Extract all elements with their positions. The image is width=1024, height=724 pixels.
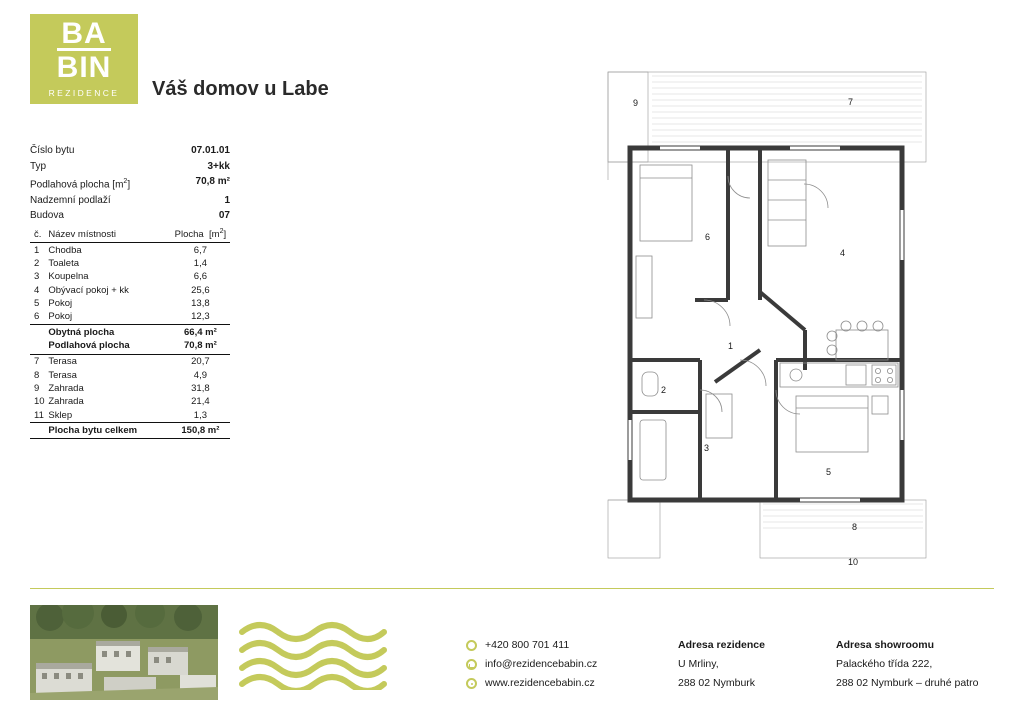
plan-label-3: 3 (704, 443, 710, 453)
info-value: 70,8 m² (195, 176, 230, 187)
plan-label-1: 1 (728, 341, 734, 351)
plan-label-2: 2 (661, 385, 667, 395)
residence-photo (30, 605, 218, 700)
info-key: Typ (30, 160, 47, 172)
room-number: 7 (34, 356, 40, 368)
mail-icon (466, 659, 477, 670)
contact-phone[interactable] (466, 636, 597, 655)
room-number: 1 (34, 244, 40, 256)
room-area: 31,8 (191, 382, 210, 394)
room-name: Toaleta (48, 257, 79, 269)
web-icon (466, 678, 477, 689)
contact-email[interactable] (466, 655, 597, 674)
table-row (30, 368, 230, 381)
plan-label-4: 4 (840, 248, 846, 258)
logo (30, 14, 138, 104)
room-area: 21,4 (191, 396, 210, 408)
table-row (30, 354, 230, 368)
subtotal-area: 70,8 m² (171, 339, 230, 355)
table-row (30, 270, 230, 283)
room-name: Zahrada (48, 396, 84, 408)
info-row (30, 193, 230, 209)
room-name: Terasa (48, 356, 77, 368)
address-residence-title: Adresa rezidence (678, 639, 765, 651)
room-name: Zahrada (48, 382, 84, 394)
room-number: 5 (34, 298, 40, 310)
table-header-row (30, 227, 230, 243)
room-number: 4 (34, 284, 40, 296)
col-header-area: Plocha $[m^2]$ (171, 227, 230, 243)
room-number: 2 (34, 257, 40, 269)
plan-label-6: 6 (705, 232, 711, 242)
room-number: 6 (34, 311, 40, 323)
room-name: Pokoj (48, 298, 73, 310)
room-area: 1,4 (193, 257, 207, 269)
address-residence-line2: 288 02 Nymburk (678, 677, 756, 689)
room-area: 13,8 (191, 298, 210, 310)
contact-website-text: www.rezidencebabin.cz (485, 677, 595, 689)
info-key: Budova (30, 210, 64, 222)
contact-website[interactable] (466, 674, 597, 693)
footer-divider (30, 588, 994, 589)
table-row (30, 310, 230, 324)
contact-email-text: info@rezidencebabin.cz (485, 658, 598, 670)
address-showroom-line1: Palackého třída 222, (836, 658, 933, 670)
room-name: Sklep (48, 409, 73, 421)
plan-label-7: 7 (848, 97, 854, 107)
subtotal-area: 66,4 m² (171, 324, 230, 339)
table-row (30, 382, 230, 395)
floor-plan (600, 60, 1000, 570)
table-row (30, 408, 230, 422)
contact-block (466, 636, 597, 693)
table-row (30, 283, 230, 296)
room-area: 12,3 (191, 311, 210, 323)
room-area: 6,7 (193, 244, 207, 256)
page-title: Váš domov u Labe (152, 78, 329, 100)
info-row (30, 208, 230, 224)
room-area: 4,9 (193, 369, 207, 381)
address-showroom-title: Adresa showroomu (836, 639, 935, 651)
plan-label-9: 9 (633, 98, 639, 108)
subtotal-label: Obytná plocha (48, 324, 170, 339)
logo-subtitle: REZIDENCE (48, 88, 120, 98)
room-name: Koupelna (48, 271, 89, 283)
apartment-info (30, 143, 230, 224)
phone-icon (466, 640, 477, 651)
col-header-name: Název místnosti (48, 227, 170, 243)
table-row (30, 243, 230, 257)
info-value: 07 (218, 210, 230, 222)
info-row (30, 174, 230, 193)
room-area: 20,7 (191, 356, 210, 368)
subtotal-label: Podlahová plocha (48, 339, 170, 355)
floor-plan-drawing (600, 60, 1000, 570)
logo-line-2: BIN (57, 48, 112, 83)
room-number: 10 (34, 396, 45, 408)
info-key: Nadzemní podlaží (30, 194, 111, 206)
total-row (30, 422, 230, 438)
info-key: Podlahová plocha $[m^2]$ (30, 178, 131, 191)
info-value: 3+kk (207, 160, 230, 172)
address-showroom (836, 636, 978, 693)
room-area: 1,3 (193, 409, 207, 421)
col-header-number: č. (30, 227, 48, 243)
room-name: Terasa (48, 369, 77, 381)
info-value: 07.01.01 (191, 145, 230, 156)
room-area: 6,6 (193, 271, 207, 283)
room-table (30, 227, 230, 439)
table-row (30, 297, 230, 310)
plan-label-5: 5 (826, 467, 832, 477)
table-row (30, 395, 230, 408)
contact-phone-text: +420 800 701 411 (485, 639, 570, 651)
plan-label-10: 10 (848, 557, 859, 567)
info-row (30, 143, 230, 159)
wave-graphic (238, 620, 388, 690)
plan-label-8: 8 (852, 522, 858, 532)
table-row (30, 257, 230, 270)
room-number: 9 (34, 382, 40, 394)
total-area: 150,8 m² (171, 422, 230, 438)
info-row (30, 159, 230, 175)
room-number: 8 (34, 369, 40, 381)
subtotal-row (30, 324, 230, 339)
address-residence-line1: U Mrliny, (678, 658, 719, 670)
room-number: 3 (34, 271, 40, 283)
room-name: Chodba (48, 244, 82, 256)
room-area: 25,6 (191, 284, 210, 296)
room-name: Pokoj (48, 311, 73, 323)
address-residence (678, 636, 765, 693)
total-label: Plocha bytu celkem (48, 422, 170, 438)
room-number: 11 (34, 409, 44, 421)
info-key: Číslo bytu (30, 145, 75, 156)
room-name: Obývací pokoj + kk (48, 284, 129, 296)
info-value: 1 (224, 194, 230, 206)
address-showroom-line2: 288 02 Nymburk – druhé patro (836, 677, 979, 689)
subtotal-row (30, 339, 230, 355)
logo-line-1: BA (61, 17, 107, 50)
